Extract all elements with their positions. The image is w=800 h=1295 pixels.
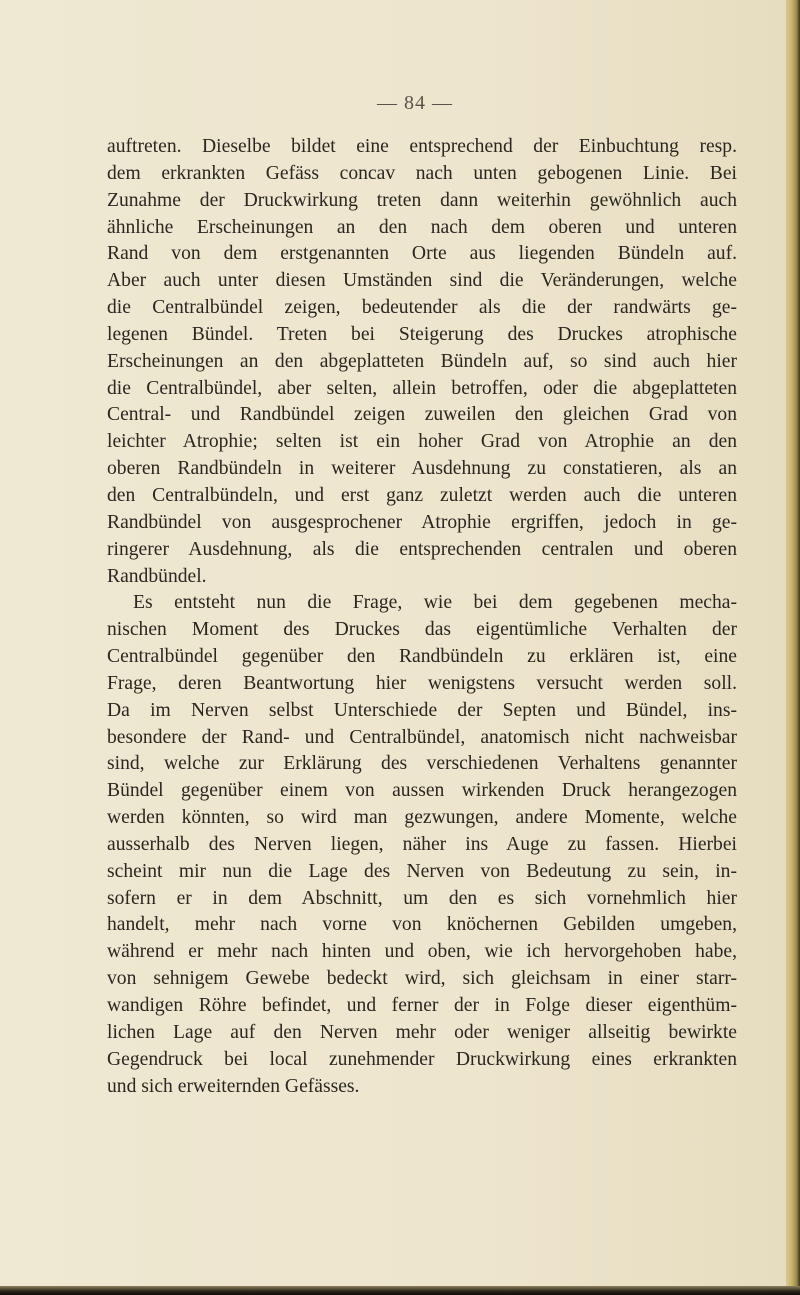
- text-line-32: von sehnigem Gewebe bedeckt wird, sich gleichsam in einer starr-: [107, 968, 737, 990]
- text-line-36: und sich erweiternden Gefässes.: [107, 1075, 360, 1097]
- page-number: — 84 —: [377, 92, 453, 114]
- body-text: [107, 134, 737, 1100]
- text-line-5: Rand von dem erstgenannten Orte aus liegenden Bündeln auf.: [107, 243, 737, 265]
- text-line-15: Randbündel von ausgesprochener Atrophie ergriffen, jedoch in ge-: [107, 511, 737, 533]
- text-line-24: sind, welche zur Erklärung des verschiedenen Verhaltens genannter: [107, 753, 737, 775]
- page-edge-shadow: [786, 0, 800, 1295]
- text-line-4: ähnliche Erscheinungen an den nach dem oberen und unteren: [107, 216, 737, 238]
- text-line-9: Erscheinungen an den abgeplatteten Bündeln auf, so sind auch hier: [107, 350, 737, 372]
- text-line-14: den Centralbündeln, und erst ganz zuletzt werden auch die unteren: [107, 484, 737, 506]
- text-line-26: werden könnten, so wird man gezwungen, andere Momente, welche: [107, 807, 737, 829]
- text-line-12: leichter Atrophie; selten ist ein hoher Grad von Atrophie an den: [107, 431, 737, 453]
- text-line-28: scheint mir nun die Lage des Nerven von Bedeutung zu sein, in-: [107, 860, 737, 882]
- text-line-8: legenen Bündel. Treten bei Steigerung des Druckes atrophische: [107, 323, 737, 345]
- text-line-18: Es entsteht nun die Frage, wie bei dem gegebenen mecha-: [133, 592, 737, 614]
- text-line-10: die Centralbündel, aber selten, allein betroffen, oder die abgeplatteten: [107, 377, 737, 399]
- text-line-25: Bündel gegenüber einem von aussen wirkenden Druck herangezogen: [107, 780, 737, 802]
- page-bottom-edge: [0, 1286, 800, 1295]
- text-line-23: besondere der Rand- und Centralbündel, anatomisch nicht nachweisbar: [107, 726, 737, 748]
- text-line-30: handelt, mehr nach vorne von knöchernen Gebilden umgeben,: [107, 914, 737, 936]
- text-line-20: Centralbündel gegenüber den Randbündeln zu erklären ist, eine: [107, 646, 737, 668]
- text-line-22: Da im Nerven selbst Unterschiede der Septen und Bündel, ins-: [107, 699, 737, 721]
- text-line-11: Central- und Randbündel zeigen zuweilen den gleichen Grad von: [107, 404, 737, 426]
- text-line-6: Aber auch unter diesen Umständen sind die Veränderungen, welche: [107, 270, 737, 292]
- text-line-31: während er mehr nach hinten und oben, wie ich hervorgehoben habe,: [107, 941, 737, 963]
- text-line-21: Frage, deren Beantwortung hier wenigstens versucht werden soll.: [107, 672, 737, 694]
- text-line-35: Gegendruck bei local zunehmender Druckwirkung eines erkrankten: [107, 1048, 737, 1070]
- text-line-1: auftreten. Dieselbe bildet eine entsprechend der Einbuchtung resp.: [107, 136, 737, 157]
- text-line-2: dem erkrankten Gefäss concav nach unten gebogenen Linie. Bei: [107, 162, 737, 184]
- text-line-19: nischen Moment des Druckes das eigentümliche Verhalten der: [107, 619, 737, 641]
- text-line-7: die Centralbündel zeigen, bedeutender als die der randwärts ge-: [107, 297, 737, 319]
- text-line-34: lichen Lage auf den Nerven mehr oder weniger allseitig bewirkte: [107, 1021, 737, 1043]
- text-line-27: ausserhalb des Nerven liegen, näher ins Auge zu fassen. Hierbei: [107, 833, 737, 855]
- text-line-17: Randbündel.: [107, 565, 207, 587]
- text-line-29: sofern er in dem Abschnitt, um den es sich vornehmlich hier: [107, 887, 737, 909]
- text-line-3: Zunahme der Druckwirkung treten dann weiterhin gewöhnlich auch: [107, 189, 737, 211]
- text-line-16: ringerer Ausdehnung, als die entsprechenden centralen und oberen: [107, 538, 737, 560]
- text-line-33: wandigen Röhre befindet, und ferner der in Folge dieser eigenthüm-: [107, 995, 737, 1016]
- text-line-13: oberen Randbündeln in weiterer Ausdehnung zu constatieren, als an: [107, 458, 737, 480]
